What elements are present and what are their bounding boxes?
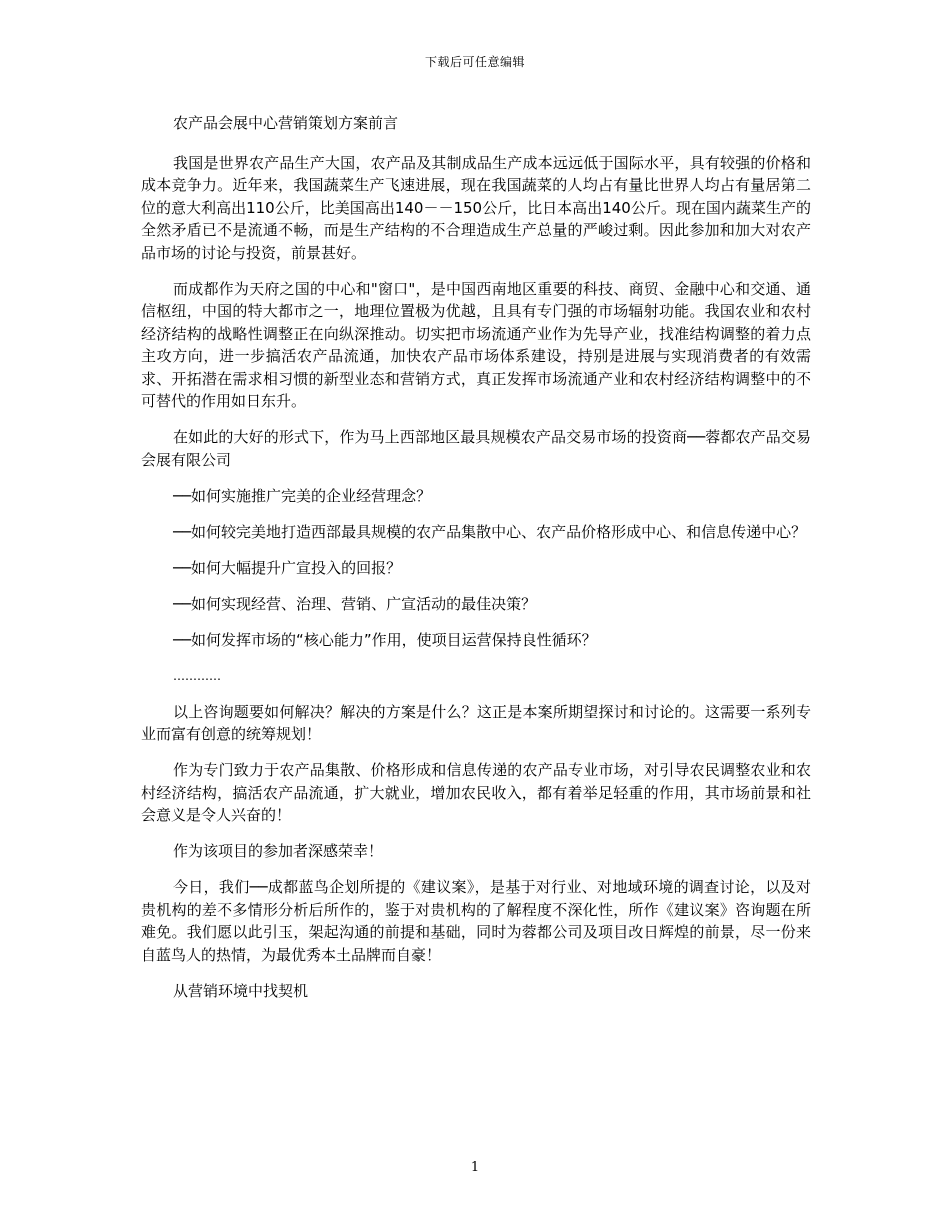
paragraph: 今日，我们──成都蓝鸟企划所提的《建议案》，是基于对行业、对地域环境的调查讨论，以及对贵机构的差不多情形分析后所作的，鉴于对贵机构的了解程度不深化性，所作《建议案》咨询题在所难免。我们愿以此引玉，架起沟通的前提和基础，同时为蓉都公司及项目改日辉煌的前景，尽一份来自蓝鸟人的热情，为最优秀本土品牌而自豪！: [141, 878, 811, 964]
paragraph: 以上咨询题要如何解决？解决的方案是什么？这正是本案所期望探讨和讨论的。这需要一系列专业而富有创意的统筹规划！: [141, 702, 811, 743]
ellipsis: …………: [173, 668, 221, 683]
paragraph: 我国是世界农产品生产大国，农产品及其制成品生产成本远远低于国际水平，具有较强的价格和成本竞争力。近年来，我国蔬菜生产飞速进展，现在我国蔬菜的人均占有量比世界人均占有量居第二位的意大利高出110公斤，比美国高出140－－150公斤，比日本高出140公斤。现在国内蔬菜生产的全然矛盾已不是流通不畅，而是生产结构的不合理造成生产总量的严峻过剩。因此参加和加大对农产品市场的讨论与投资，前景甚好。: [141, 153, 811, 262]
page-number: 1: [470, 1160, 480, 1175]
page-header: 下载后可任意编辑: [424, 55, 525, 69]
section-heading: 从营销环境中找契机: [173, 981, 309, 1000]
paragraph: 而成都作为天府之国的中心和"窗口"，是中国西南地区重要的科技、商贸、金融中心和交通、通信枢纽，中国的特大都市之一，地理位置极为优越，且具有专门强的市场辐射功能。我国农业和农村经济结构的战略性调整正在向纵深推动。切实把市场流通产业作为先导产业，找准结构调整的着力点主攻方向，进一步搞活农产品流通，加快农产品市场体系建设，持别是进展与实现消费者的有效需求、开拓潜在需求相习惯的新型业态和营销方式，真正发挥市场流通产业和农村经济结构调整中的不可替代的作用如日东升。: [141, 279, 811, 410]
document-title: 农产品会展中心营销策划方案前言: [173, 114, 399, 132]
question-item: ──如何实现经营、治理、营销、广宣活动的最佳决策？: [173, 594, 537, 613]
document-body: [141, 112, 811, 1016]
paragraph: 作为该项目的参加者深感荣幸！: [173, 842, 384, 860]
question-item: ──如何大幅提升广宣投入的回报？: [173, 558, 402, 577]
paragraph: 作为专门致力于农产品集散、价格形成和信息传递的农产品专业市场，对引导农民调整农业和农村经济结构，搞活农产品流通，扩大就业，增加农民收入，都有着举足轻重的作用，其市场前景和社会意义是令人兴奋的！: [141, 761, 811, 824]
paragraph: 在如此的大好的形式下，作为马上西部地区最具规模农产品交易市场的投资商──蓉都农产品交易会展有限公司: [141, 428, 811, 469]
question-item: ──如何发挥市场的“核心能力”作用，使项目运营保持良性循环？: [173, 630, 597, 649]
question-item: ──如何较完美地打造西部最具规模的农产品集散中心、农产品价格形成中心、和信息传递中心？: [173, 522, 807, 541]
question-item: ──如何实施推广完美的企业经营理念？: [173, 486, 432, 505]
